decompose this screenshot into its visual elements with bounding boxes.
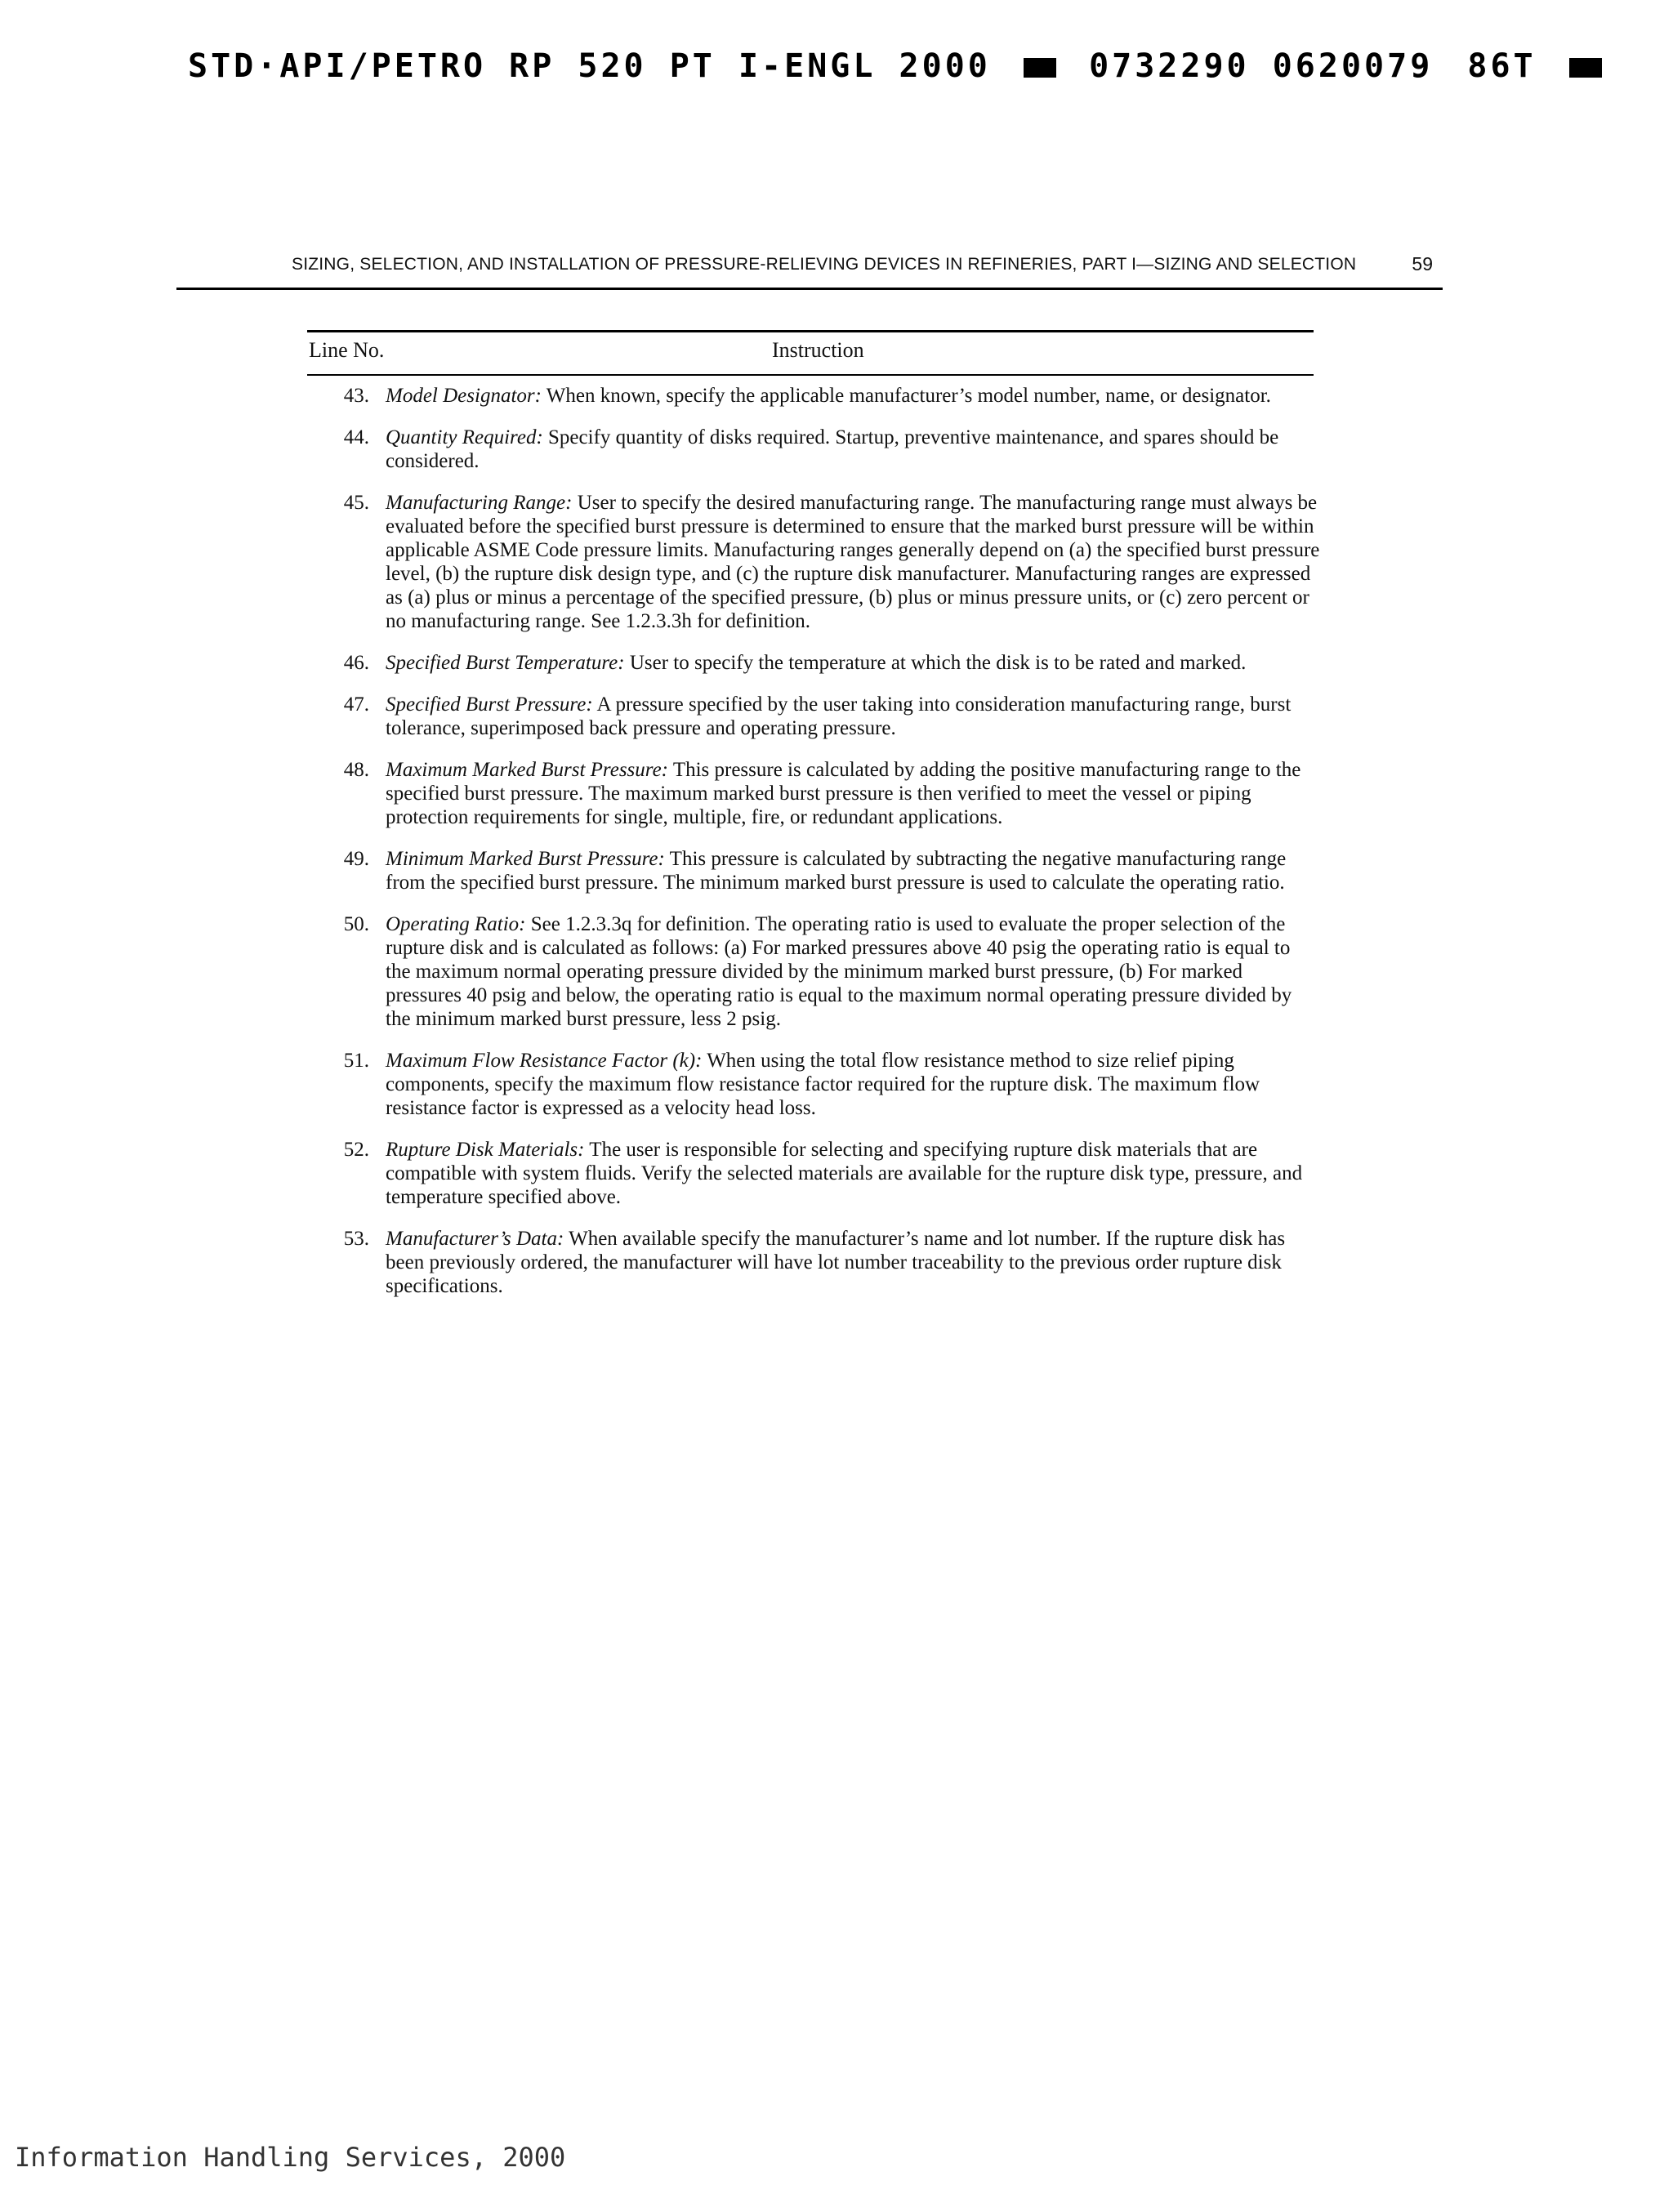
instruction-text bbox=[386, 384, 1320, 408]
instruction-text bbox=[386, 912, 1320, 1031]
table-head-rule bbox=[307, 374, 1314, 376]
column-header-instruction: Instruction bbox=[772, 338, 864, 362]
instruction-text bbox=[386, 1227, 1320, 1298]
instruction-term: Minimum Marked Burst Pressure: bbox=[386, 848, 665, 870]
instruction-text bbox=[386, 1138, 1320, 1209]
line-number: 50. bbox=[343, 913, 369, 935]
instruction-term: Model Designator: bbox=[386, 385, 542, 407]
instruction-term: Rupture Disk Materials: bbox=[386, 1139, 585, 1161]
instruction-body: User to specify the temperature at which the disk is to be rated and marked. bbox=[629, 652, 1247, 674]
instruction-term: Specified Burst Temperature: bbox=[386, 652, 625, 674]
instruction-body: A pressure specified by the user taking into consideration manufacturing range, burst tolerance, superimposed back pressure and operating pressure. bbox=[386, 693, 1292, 739]
page-number: 59 bbox=[1412, 253, 1433, 274]
instruction-body: When using the total flow resistance method to size relief piping components, specify the maximum flow resistance factor required for the rupture disk. The maximum flow resistance factor is expressed as a velocity head loss. bbox=[386, 1050, 1260, 1119]
stamp-block-mark bbox=[1024, 58, 1056, 78]
instruction-body: The user is responsible for selecting and specifying rupture disk materials that are compatible with system fluids. Verify the selected materials are available for the rupture disk type, pressure, and temperature specified above. bbox=[386, 1139, 1303, 1208]
instruction-body: This pressure is calculated by subtracting the negative manufacturing range from the specified burst pressure. The minimum marked burst pressure is used to calculate the operating ratio. bbox=[386, 848, 1287, 894]
instruction-entry bbox=[307, 491, 1320, 633]
line-number: 52. bbox=[343, 1139, 369, 1161]
instruction-entry bbox=[307, 651, 1320, 675]
line-number: 51. bbox=[343, 1050, 369, 1072]
instruction-term: Manufacturer’s Data: bbox=[386, 1228, 564, 1250]
instruction-entry bbox=[307, 1049, 1320, 1120]
footer-text: Information Handling Services, 2000 bbox=[15, 2142, 566, 2173]
instruction-term: Maximum Marked Burst Pressure: bbox=[386, 759, 668, 781]
line-number: 43. bbox=[343, 385, 369, 407]
stamp-block-mark-end bbox=[1569, 58, 1602, 78]
line-number: 44. bbox=[343, 426, 369, 448]
instruction-entry bbox=[307, 758, 1320, 829]
line-number: 48. bbox=[343, 759, 369, 781]
instruction-entry bbox=[307, 847, 1320, 894]
instruction-entry bbox=[307, 384, 1320, 408]
running-header: SIZING, SELECTION, AND INSTALLATION OF PRESSURE-RELIEVING DEVICES IN REFINERIES, PART I—SIZING AND SELECTION bbox=[292, 255, 1357, 274]
instruction-list bbox=[307, 384, 1320, 1316]
stamp-mid-text: 0732290 0620079 bbox=[1089, 47, 1434, 85]
instruction-term: Quantity Required: bbox=[386, 426, 543, 448]
instruction-text bbox=[386, 693, 1320, 740]
line-number: 46. bbox=[343, 652, 369, 674]
instruction-body: When available specify the manufacturer’s name and lot number. If the rupture disk has been previously ordered, the manufacturer will have lot number traceability to the previous order rupture disk specifications. bbox=[386, 1228, 1286, 1297]
header-rule bbox=[176, 288, 1443, 290]
instruction-body: User to specify the desired manufacturing range. The manufacturing range must always be evaluated before the specified burst pressure is determined to ensure that the marked burst pressure will be within applicable ASME Code pressure limits. Manufacturing ranges generally depend on (a) the specified burst pressure level, (b) the rupture disk design type, and (c) the rupture disk manufacturer. Manufacturing ranges are expressed as (a) plus or minus a percentage of the specified pressure, (b) plus or minus pressure units, or (c) zero percent or no manufacturing range. See 1.2.3.3h for definition. bbox=[386, 492, 1320, 632]
instruction-text bbox=[386, 1049, 1320, 1120]
instruction-entry bbox=[307, 1138, 1320, 1209]
instruction-term: Manufacturing Range: bbox=[386, 492, 573, 514]
instruction-entry bbox=[307, 426, 1320, 473]
instruction-text bbox=[386, 491, 1320, 633]
document-stamp bbox=[188, 47, 1612, 85]
instruction-body: Specify quantity of disks required. Startup, preventive maintenance, and spares should be considered. bbox=[386, 426, 1279, 472]
instruction-term: Specified Burst Pressure: bbox=[386, 693, 593, 716]
instruction-entry bbox=[307, 1227, 1320, 1298]
instruction-text bbox=[386, 847, 1320, 894]
instruction-entry bbox=[307, 693, 1320, 740]
instruction-body: This pressure is calculated by adding the positive manufacturing range to the specified burst pressure. The maximum marked burst pressure is then verified to meet the vessel or piping protection requirements for single, multiple, fire, or redundant applications. bbox=[386, 759, 1301, 828]
instruction-term: Maximum Flow Resistance Factor (k): bbox=[386, 1050, 703, 1072]
instruction-entry bbox=[307, 912, 1320, 1031]
line-number: 45. bbox=[343, 492, 369, 514]
stamp-right-text: 86T bbox=[1467, 47, 1537, 85]
instruction-text bbox=[386, 758, 1320, 829]
stamp-left-text: STD·API/PETRO RP 520 PT I-ENGL 2000 bbox=[188, 47, 991, 85]
instruction-term: Operating Ratio: bbox=[386, 913, 526, 935]
line-number: 53. bbox=[343, 1228, 369, 1250]
instruction-text bbox=[386, 426, 1320, 473]
instruction-body: When known, specify the applicable manufacturer’s model number, name, or designator. bbox=[546, 385, 1271, 407]
column-header-line-no: Line No. bbox=[309, 338, 385, 362]
instruction-text bbox=[386, 651, 1320, 675]
line-number: 49. bbox=[343, 848, 369, 870]
table-top-rule bbox=[307, 330, 1314, 332]
instruction-body: See 1.2.3.3q for definition. The operating ratio is used to evaluate the proper selection of the rupture disk and is calculated as follows: (a) For marked pressures above 40 psig the operating ratio is equal to the maximum normal operating pressure divided by the minimum marked burst pressure, (b) For marked pressures 40 psig and below, the operating ratio is equal to the maximum normal operating pressure divided by the minimum marked burst pressure, less 2 psig. bbox=[386, 913, 1292, 1030]
line-number: 47. bbox=[343, 693, 369, 716]
